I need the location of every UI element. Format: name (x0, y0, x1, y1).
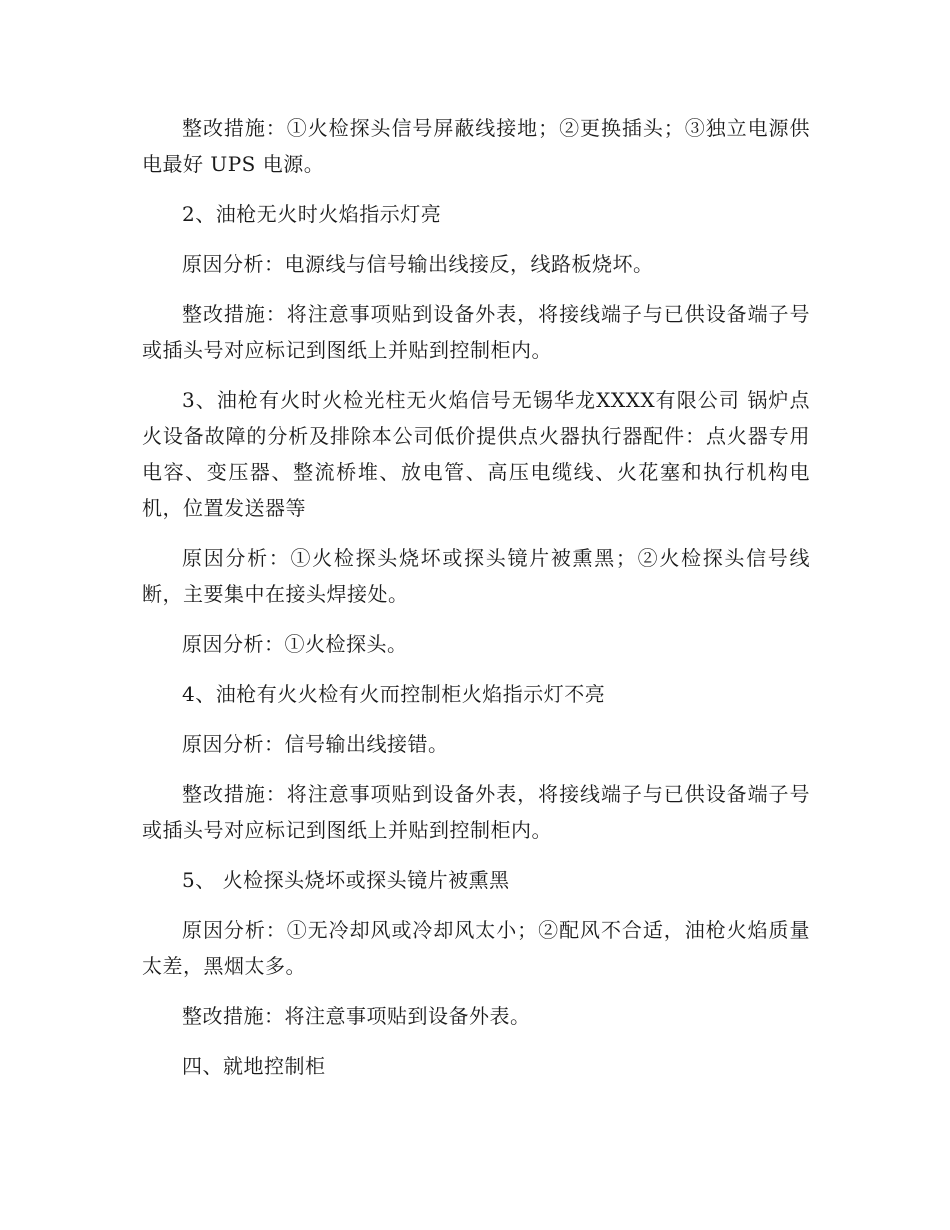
document-body (142, 110, 810, 1098)
paragraph-measures-shielding: 整改措施：①火检探头信号屏蔽线接地；②更换插头；③独立电源供电最好 UPS 电源。 (142, 116, 810, 176)
paragraph-measures-2: 整改措施：将注意事项贴到设备外表，将接线端子与已供设备端子号或插头号对应标记到图纸上并贴到控制柜内。 (142, 302, 810, 362)
paragraph-measures-5: 整改措施：将注意事项贴到设备外表。 (182, 1004, 531, 1028)
heading-item-4: 4、油枪有火火检有火而控制柜火焰指示灯不亮 (182, 682, 606, 706)
paragraph-measures-4: 整改措施：将注意事项贴到设备外表，将接线端子与已供设备端子号或插头号对应标记到图纸上并贴到控制柜内。 (142, 782, 810, 842)
heading-item-3: 3、油枪有火时火检光柱无火焰信号无锡华龙XXXX有限公司 锅炉点火设备故障的分析及排除本公司低价提供点火器执行器配件：点火器专用电容、变压器、整流桥堆、放电管、高压电缆线、火花塞和执行机构电机，位置发送器等 (142, 388, 810, 520)
section-heading-4: 四、就地控制柜 (182, 1054, 326, 1078)
paragraph-cause-2: 原因分析：电源线与信号输出线接反，线路板烧坏。 (182, 252, 654, 276)
paragraph-cause-3b: 原因分析：①火检探头。 (182, 632, 408, 656)
paragraph-cause-4: 原因分析：信号输出线接错。 (182, 732, 449, 756)
heading-item-2: 2、油枪无火时火焰指示灯亮 (182, 202, 442, 226)
paragraph-cause-3: 原因分析：①火检探头烧坏或探头镜片被熏黑；②火检探头信号线断，主要集中在接头焊接处。 (142, 546, 810, 606)
heading-item-5: 5、 火检探头烧坏或探头镜片被熏黑 (182, 868, 510, 892)
paragraph-cause-5: 原因分析：①无冷却风或冷却风太小；②配风不合适，油枪火焰质量太差，黑烟太多。 (142, 918, 810, 978)
